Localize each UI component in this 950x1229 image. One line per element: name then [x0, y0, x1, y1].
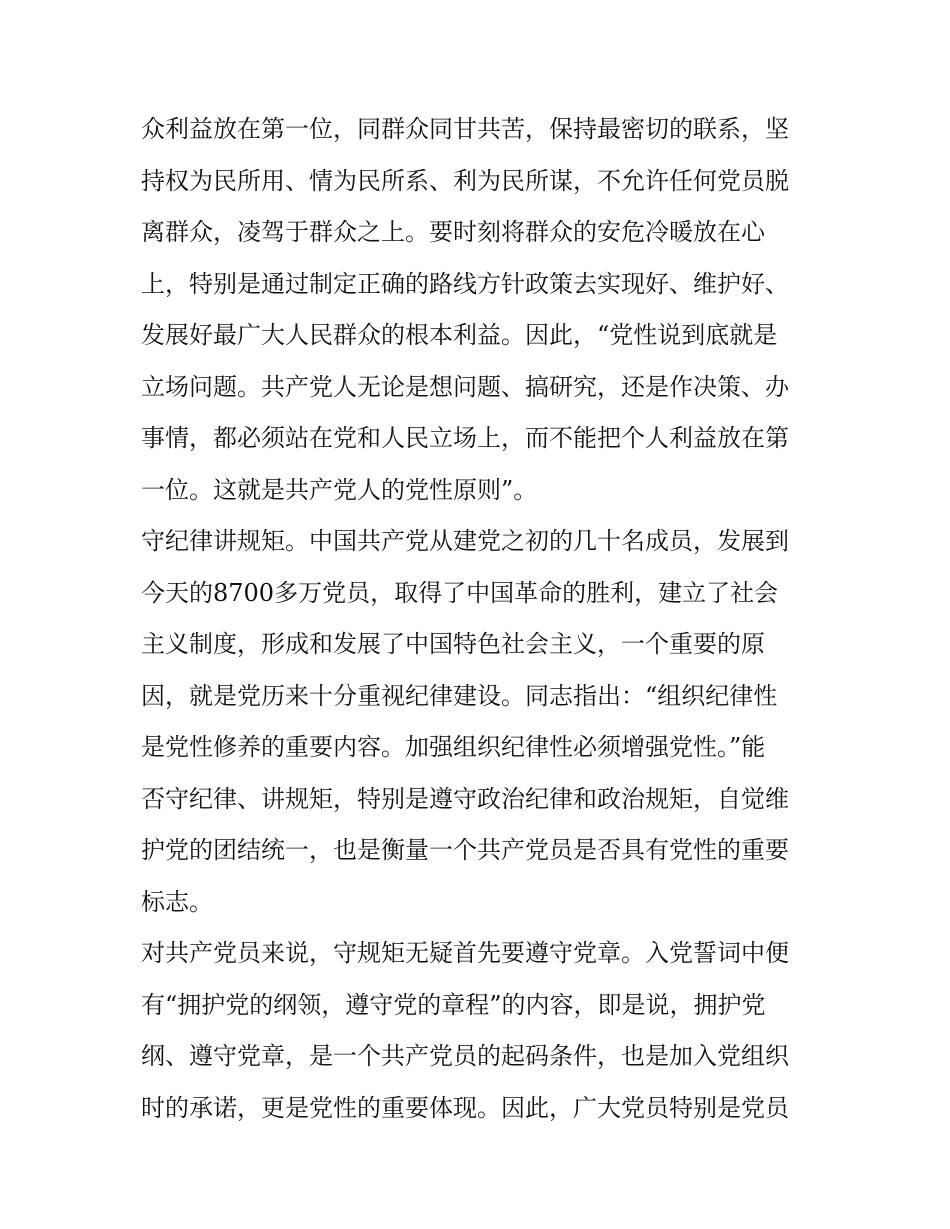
text-line: 标志。	[141, 887, 213, 916]
text-line: 众利益放在第一位，同群众同甘共苦，保持最密切的联系，坚	[141, 115, 789, 143]
text-line: 纲、遵守党章，是一个共产党员的起码条件，也是加入党组织	[141, 1042, 789, 1070]
paragraph-start-line: 守纪律讲规矩。中国共产党从建党之初的几十名成员，发展到	[141, 527, 789, 555]
text-line: 一位。这就是共产党人的党性原则”。	[141, 475, 538, 504]
text-line: 因，就是党历来十分重视纪律建设。同志指出：“组织纪律性	[141, 681, 778, 710]
text-line: 是党性修养的重要内容。加强组织纪律性必须增强党性。”能	[141, 733, 766, 761]
text-line: 否守纪律、讲规矩，特别是遵守政治纪律和政治规矩，自觉维	[141, 784, 789, 813]
text-line: 立场问题。共产党人无论是想问题、搞研究，还是作决策、办	[141, 372, 789, 401]
text-line: 持权为民所用、情为民所系、利为民所谋，不允许任何党员脱	[141, 166, 789, 195]
document-body-text	[141, 104, 821, 1134]
text-line: 离群众，凌驾于群众之上。要时刻将群众的安危冷暖放在心	[141, 218, 765, 246]
text-line: 护党的团结统一，也是衡量一个共产党员是否具有党性的重要	[141, 836, 789, 864]
text-line: 上，特别是通过制定正确的路线方针政策去实现好、维护好、	[141, 269, 789, 298]
text-line: 有“拥护党的纲领，遵守党的章程”的内容，即是说，拥护党	[141, 990, 766, 1019]
text-line: 事情，都必须站在党和人民立场上，而不能把个人利益放在第	[141, 424, 789, 452]
text-line: 时的承诺，更是党性的重要体现。因此，广大党员特别是党员	[141, 1093, 789, 1122]
text-line: 发展好最广大人民群众的根本利益。因此，“党性说到底就是	[141, 321, 778, 349]
text-line: 主义制度，形成和发展了中国特色社会主义，一个重要的原	[141, 630, 765, 658]
paragraph-start-line: 对共产党员来说，守规矩无疑首先要遵守党章。入党誓词中便	[141, 939, 789, 967]
text-line: 今天的8700多万党员，取得了中国革命的胜利，建立了社会	[141, 578, 779, 607]
